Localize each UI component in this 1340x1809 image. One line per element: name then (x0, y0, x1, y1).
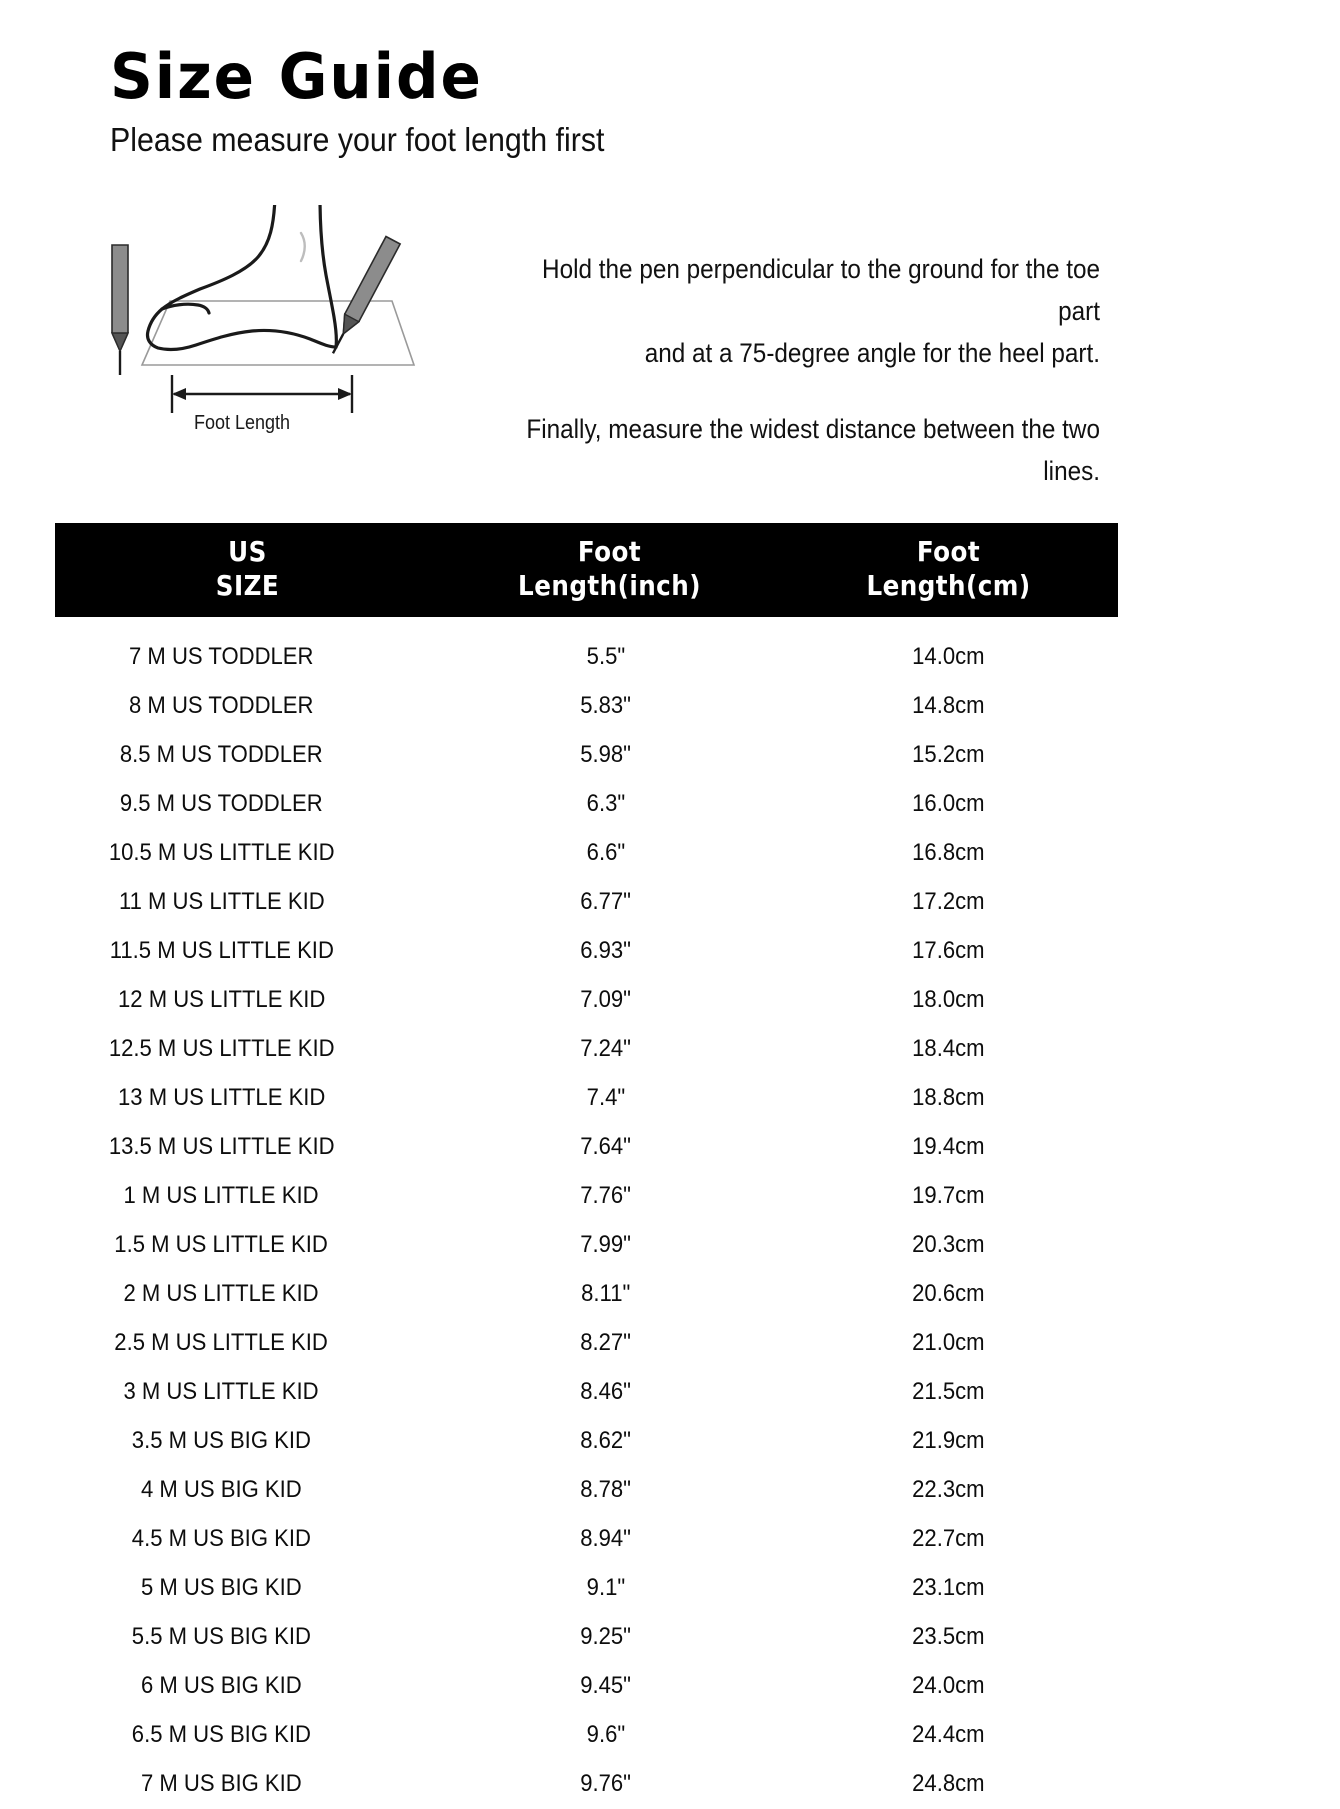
table-row (55, 1711, 1118, 1760)
table-cell-us-size (55, 1515, 440, 1564)
instruction-line-2: and at a 75-degree angle for the heel part. (644, 338, 1100, 368)
cell-text: 12.5 M US LITTLE KID (108, 1035, 335, 1062)
table-cell-cm (779, 731, 1118, 780)
table-row (55, 617, 1118, 682)
left-pen-icon (112, 245, 128, 375)
cell-text: 7.64" (580, 1133, 631, 1160)
arrow-head-left (172, 388, 186, 400)
table-cell-cm (779, 878, 1118, 927)
table-cell-cm (779, 1172, 1118, 1221)
cell-text: 9.5 M US TODDLER (120, 790, 323, 817)
table-cell-us-size (55, 1466, 440, 1515)
table-cell-us-size (55, 927, 440, 976)
table-row (55, 1662, 1118, 1711)
cell-text: 6 M US BIG KID (141, 1672, 302, 1699)
table-cell-us-size (55, 1711, 440, 1760)
column-header-foot-length-cm-line1: Foot (916, 535, 981, 568)
cell-text: 19.4cm (912, 1133, 985, 1160)
cell-text: 17.6cm (912, 937, 985, 964)
cell-text: 13.5 M US LITTLE KID (108, 1133, 335, 1160)
table-cell-us-size (55, 829, 440, 878)
table-cell-inch (440, 1368, 779, 1417)
instruction-line-1: Hold the pen perpendicular to the ground for the toe part (542, 254, 1100, 326)
table-cell-us-size (55, 1662, 440, 1711)
instructions-block (430, 248, 1100, 492)
table-cell-cm (779, 1123, 1118, 1172)
cell-text: 15.2cm (912, 741, 985, 768)
cell-text: 7.09" (580, 986, 631, 1013)
cell-text: 7.99" (580, 1231, 631, 1258)
ankle-crease-icon (301, 233, 305, 261)
cell-text: 8.27" (580, 1329, 631, 1356)
instruction-line-3: Finally, measure the widest distance between the two lines. (526, 414, 1100, 486)
cell-text: 14.8cm (912, 692, 985, 719)
table-row (55, 1466, 1118, 1515)
cell-text: 24.8cm (912, 1770, 985, 1797)
cell-text: 6.6" (586, 839, 625, 866)
table-cell-us-size (55, 878, 440, 927)
table-cell-inch (440, 617, 779, 682)
cell-text: 6.3" (586, 790, 625, 817)
cell-text: 7 M US BIG KID (141, 1770, 302, 1797)
table-cell-us-size (55, 780, 440, 829)
table-cell-cm (779, 1613, 1118, 1662)
cell-text: 1 M US LITTLE KID (123, 1182, 320, 1209)
table-cell-cm (779, 927, 1118, 976)
cell-text: 1.5 M US LITTLE KID (114, 1231, 329, 1258)
table-cell-inch (440, 1711, 779, 1760)
table-cell-cm (779, 682, 1118, 731)
table-cell-cm (779, 1417, 1118, 1466)
size-table-head (55, 523, 1118, 617)
cell-text: 21.5cm (912, 1378, 985, 1405)
table-cell-inch (440, 1319, 779, 1368)
cell-text: 7 M US TODDLER (129, 643, 314, 670)
table-cell-inch (440, 1221, 779, 1270)
table-row (55, 976, 1118, 1025)
table-row (55, 878, 1118, 927)
column-header-foot-length-cm-line2: Length(cm) (866, 569, 1031, 602)
cell-text: 8.94" (580, 1525, 631, 1552)
cell-text: 2.5 M US LITTLE KID (114, 1329, 329, 1356)
size-table (55, 523, 1118, 1809)
table-cell-cm (779, 829, 1118, 878)
table-cell-us-size (55, 1564, 440, 1613)
table-cell-inch (440, 1417, 779, 1466)
table-row (55, 829, 1118, 878)
table-cell-us-size (55, 1172, 440, 1221)
table-cell-inch (440, 878, 779, 927)
table-cell-inch (440, 682, 779, 731)
table-row (55, 731, 1118, 780)
cell-text: 9.45" (580, 1672, 631, 1699)
arrow-head-right (338, 388, 352, 400)
cell-text: 23.1cm (912, 1574, 985, 1601)
table-cell-us-size (55, 1319, 440, 1368)
table-cell-us-size (55, 617, 440, 682)
table-cell-cm (779, 976, 1118, 1025)
cell-text: 4.5 M US BIG KID (131, 1525, 312, 1552)
table-cell-inch (440, 731, 779, 780)
page-subtitle: Please measure your foot length first (110, 121, 605, 158)
cell-text: 7.24" (580, 1035, 631, 1062)
table-cell-cm (779, 780, 1118, 829)
cell-text: 20.3cm (912, 1231, 985, 1258)
table-cell-inch (440, 1123, 779, 1172)
table-cell-cm (779, 1564, 1118, 1613)
table-cell-inch (440, 1662, 779, 1711)
cell-text: 6.93" (580, 937, 631, 964)
table-row (55, 1417, 1118, 1466)
cell-text: 16.0cm (912, 790, 985, 817)
cell-text: 5.5" (586, 643, 625, 670)
cell-text: 22.3cm (912, 1476, 985, 1503)
table-row (55, 1368, 1118, 1417)
cell-text: 13 M US LITTLE KID (117, 1084, 326, 1111)
cell-text: 11 M US LITTLE KID (118, 888, 325, 915)
cell-text: 5.98" (580, 741, 631, 768)
size-table-body (55, 617, 1118, 1809)
cell-text: 6.5 M US BIG KID (131, 1721, 312, 1748)
table-cell-inch (440, 1515, 779, 1564)
table-cell-us-size (55, 976, 440, 1025)
cell-text: 18.0cm (912, 986, 985, 1013)
cell-text: 7.4" (586, 1084, 625, 1111)
cell-text: 8.62" (580, 1427, 631, 1454)
cell-text: 21.9cm (912, 1427, 985, 1454)
table-cell-us-size (55, 1417, 440, 1466)
column-header-us-size-line1: US (228, 535, 267, 568)
table-cell-cm (779, 1270, 1118, 1319)
table-row (55, 1221, 1118, 1270)
table-cell-cm (779, 1221, 1118, 1270)
cell-text: 8 M US TODDLER (129, 692, 314, 719)
table-row (55, 1515, 1118, 1564)
cell-text: 10.5 M US LITTLE KID (108, 839, 335, 866)
size-table-header-row (55, 523, 1118, 617)
cell-text: 24.4cm (912, 1721, 985, 1748)
cell-text: 24.0cm (912, 1672, 985, 1699)
cell-text: 21.0cm (912, 1329, 985, 1356)
dimension-arrow (172, 375, 352, 413)
table-cell-us-size (55, 682, 440, 731)
table-cell-inch (440, 927, 779, 976)
page-title: Size Guide (110, 40, 483, 113)
cell-text: 20.6cm (912, 1280, 985, 1307)
cell-text: 11.5 M US LITTLE KID (109, 937, 334, 964)
table-row (55, 1074, 1118, 1123)
cell-text: 8.11" (580, 1280, 631, 1307)
table-cell-us-size (55, 731, 440, 780)
cell-text: 2 M US LITTLE KID (123, 1280, 320, 1307)
table-cell-inch (440, 1172, 779, 1221)
table-row (55, 1172, 1118, 1221)
table-cell-inch (440, 1074, 779, 1123)
page-header (110, 40, 1230, 160)
column-header-us-size-line2: SIZE (215, 569, 280, 602)
size-table-container (55, 523, 1118, 1809)
table-cell-inch (440, 829, 779, 878)
column-header-foot-length-inch (440, 523, 779, 617)
cell-text: 12 M US LITTLE KID (117, 986, 326, 1013)
table-cell-cm (779, 1711, 1118, 1760)
cell-text: 6.77" (580, 888, 631, 915)
table-cell-cm (779, 1074, 1118, 1123)
cell-text: 18.4cm (912, 1035, 985, 1062)
cell-text: 4 M US BIG KID (141, 1476, 302, 1503)
table-row (55, 682, 1118, 731)
cell-text: 19.7cm (912, 1182, 985, 1209)
cell-text: 5.83" (580, 692, 631, 719)
cell-text: 9.1" (586, 1574, 625, 1601)
table-cell-inch (440, 1564, 779, 1613)
cell-text: 23.5cm (912, 1623, 985, 1650)
cell-text: 5 M US BIG KID (141, 1574, 302, 1601)
table-cell-inch (440, 976, 779, 1025)
table-cell-inch (440, 1613, 779, 1662)
cell-text: 22.7cm (912, 1525, 985, 1552)
cell-text: 5.5 M US BIG KID (131, 1623, 312, 1650)
column-header-foot-length-inch-line2: Length(inch) (518, 569, 701, 602)
column-header-us-size (55, 523, 440, 617)
table-row (55, 1564, 1118, 1613)
table-cell-us-size (55, 1613, 440, 1662)
cell-text: 8.46" (580, 1378, 631, 1405)
column-header-foot-length-inch-line1: Foot (577, 535, 642, 568)
cell-text: 9.25" (580, 1623, 631, 1650)
table-row (55, 780, 1118, 829)
table-cell-inch (440, 1025, 779, 1074)
column-header-foot-length-cm (779, 523, 1118, 617)
table-row (55, 1123, 1118, 1172)
cell-text: 3.5 M US BIG KID (131, 1427, 312, 1454)
table-row (55, 1319, 1118, 1368)
cell-text: 7.76" (580, 1182, 631, 1209)
cell-text: 18.8cm (912, 1084, 985, 1111)
cell-text: 8.78" (580, 1476, 631, 1503)
table-cell-us-size (55, 1025, 440, 1074)
cell-text: 16.8cm (912, 839, 985, 866)
table-row (55, 1270, 1118, 1319)
table-cell-cm (779, 1025, 1118, 1074)
paper-sheet-shape (142, 301, 414, 365)
cell-text: 3 M US LITTLE KID (123, 1378, 320, 1405)
cell-text: 8.5 M US TODDLER (120, 741, 323, 768)
table-cell-inch (440, 1466, 779, 1515)
table-cell-us-size (55, 1074, 440, 1123)
table-cell-cm (779, 617, 1118, 682)
cell-text: 9.6" (586, 1721, 625, 1748)
cell-text: 9.76" (580, 1770, 631, 1797)
table-cell-us-size (55, 1123, 440, 1172)
table-cell-inch (440, 780, 779, 829)
cell-text: 14.0cm (912, 643, 985, 670)
table-cell-cm (779, 1368, 1118, 1417)
table-cell-us-size (55, 1221, 440, 1270)
foot-length-label: Foot Length (193, 412, 291, 434)
cell-text: 17.2cm (912, 888, 985, 915)
table-cell-us-size (55, 1270, 440, 1319)
table-row (55, 927, 1118, 976)
table-row (55, 1613, 1118, 1662)
table-cell-us-size (55, 1368, 440, 1417)
table-cell-cm (779, 1466, 1118, 1515)
table-row (55, 1025, 1118, 1074)
table-cell-cm (779, 1319, 1118, 1368)
table-cell-cm (779, 1662, 1118, 1711)
instructions-spacer (430, 374, 1100, 408)
table-cell-cm (779, 1515, 1118, 1564)
table-cell-inch (440, 1270, 779, 1319)
foot-measure-illustration (62, 205, 422, 450)
